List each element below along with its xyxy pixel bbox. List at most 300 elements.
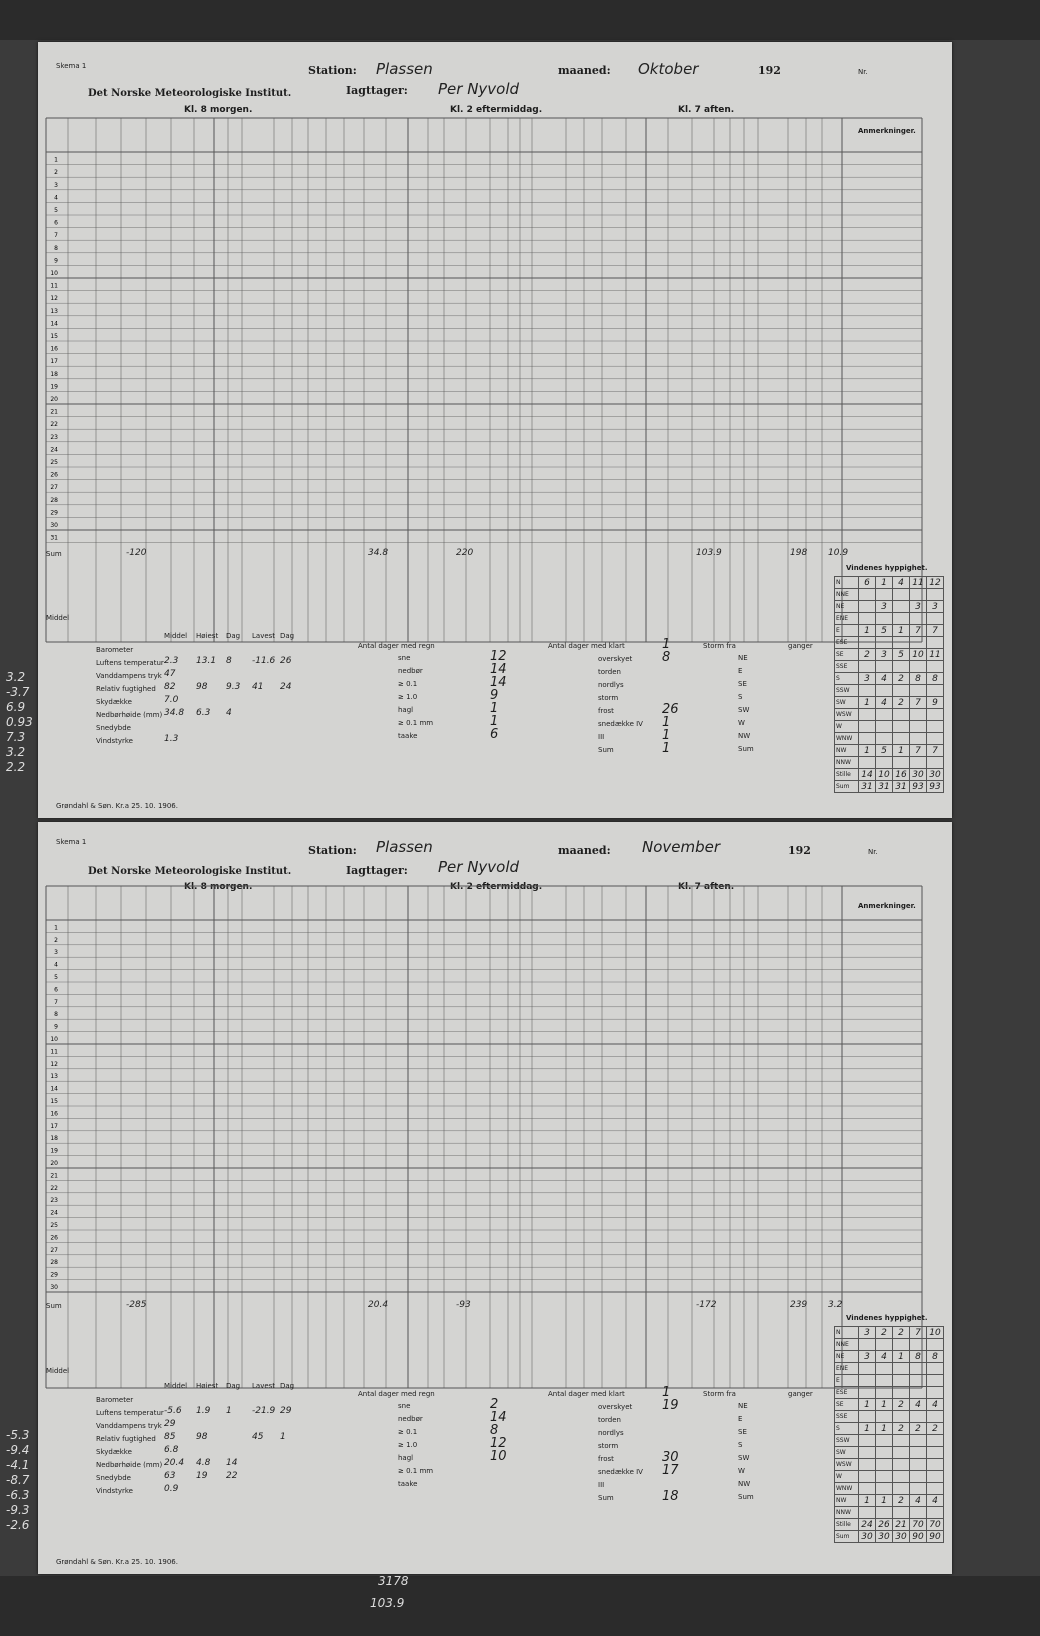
wind-count [927,1459,944,1471]
count-label: Sum [598,746,614,754]
count-label: ≥ 1.0 [398,1441,418,1449]
wind-count [859,733,876,745]
stats-header: Dag [280,1382,295,1390]
remarks-header: Anmerkninger. [858,902,916,910]
wind-direction: Sum [835,781,859,793]
storm-direction: NW [738,1480,751,1488]
stats-row-label: Relativ fugtighed [96,685,156,693]
wind-count: 5 [876,625,893,637]
storm-direction: SE [738,680,747,688]
wind-count: 2 [927,1423,944,1435]
stats-value: 1 [226,1406,232,1416]
wind-count [927,1435,944,1447]
wind-count: 90 [927,1531,944,1543]
wind-row [835,721,944,733]
count-label: storm [598,1442,619,1450]
wind-direction: SE [835,649,859,661]
wind-count [859,685,876,697]
stats-row-label: Vindstyrke [96,737,133,745]
day-number: 22 [50,421,58,429]
wind-row [835,613,944,625]
wind-count: 7 [927,625,944,637]
storm-direction: E [738,667,743,675]
wind-count [910,1363,927,1375]
wind-count [893,1339,910,1351]
count-label: frost [598,1455,614,1463]
count-label: snedække IV [598,1468,643,1476]
wind-count [927,721,944,733]
wind-row [835,1327,944,1339]
section-afternoon: Kl. 2 eftermiddag. [450,105,543,115]
wind-frequency-title: Vindenes hyppighet. [846,1314,928,1322]
wind-count [859,757,876,769]
wind-count: 70 [910,1519,927,1531]
count-value: 14 [490,662,507,677]
sum-row-label: Sum [46,550,62,558]
day-number: 23 [50,1197,58,1205]
wind-count [927,757,944,769]
wind-count [927,661,944,673]
day-number: 1 [54,924,58,932]
storm-direction: W [738,1467,745,1475]
stats-value: 7.0 [164,695,179,705]
day-number: 17 [50,358,58,366]
wind-count [927,685,944,697]
day-number: 16 [50,345,58,353]
wind-direction: E [835,625,859,637]
wind-count: 30 [927,769,944,781]
wind-count [859,1375,876,1387]
count-value: 9 [490,688,499,703]
wind-count: 5 [876,745,893,757]
stats-value: 26 [280,656,292,666]
wind-frequency-table [834,576,944,793]
wind-count [893,685,910,697]
wind-direction: N [835,1327,859,1339]
wind-row [835,1339,944,1351]
day-number: 9 [54,257,58,265]
stats-value: 4 [226,708,232,718]
wind-count: 11 [927,649,944,661]
count-value: 14 [490,675,507,690]
wind-direction: ENE [835,1363,859,1375]
margin-note: -6.3 [6,1488,30,1502]
stats-header: Dag [226,632,241,640]
wind-count: 1 [859,1495,876,1507]
wind-count: 3 [876,601,893,613]
wind-direction: SE [835,1399,859,1411]
margin-note: 3.2 [6,745,26,759]
count-label: taake [398,732,418,740]
wind-count: 2 [893,1327,910,1339]
station-value: Plassen [376,838,433,856]
stats-value: -21.9 [252,1406,276,1416]
wind-row [835,1423,944,1435]
stats-value: 22 [226,1471,238,1481]
wind-count: 6 [859,577,876,589]
wind-count [876,721,893,733]
wind-direction: NNE [835,1339,859,1351]
wind-count [859,1411,876,1423]
wind-count: 1 [859,1399,876,1411]
wind-count [910,757,927,769]
wind-count [927,589,944,601]
storm-direction: E [738,1415,743,1423]
wind-count [927,1387,944,1399]
wind-count [910,661,927,673]
wind-count [910,1447,927,1459]
days-rain-label: Antal dager med regn [358,1390,435,1398]
stats-row-label: Skydække [96,1448,132,1456]
day-number: 29 [50,509,58,517]
wind-count: 2 [893,1423,910,1435]
margin-note: 2.2 [6,760,26,774]
margin-note: -5.3 [6,1428,30,1442]
count-value: 1 [490,714,499,729]
day-number: 10 [50,1036,58,1043]
stats-row-label: Snedybde [96,1474,131,1482]
day-number: 29 [50,1271,58,1279]
wind-count [859,1447,876,1459]
count-label: Sum [598,1494,614,1502]
count-label: III [598,1481,605,1489]
wind-count: 7 [910,1327,927,1339]
wind-direction: Stille [835,1519,859,1531]
stats-header: Dag [226,1382,241,1390]
stats-value: 98 [196,682,208,692]
storm-direction: Sum [738,745,754,753]
wind-count [910,1507,927,1519]
wind-count [910,685,927,697]
wind-frequency-title: Vindenes hyppighet. [846,564,928,572]
wind-count: 2 [893,1399,910,1411]
wind-direction: NW [835,1495,859,1507]
precip-sum: 20.4 [368,1300,389,1310]
wind-row [835,661,944,673]
observer-label: Iagttager: [346,84,408,97]
day-number: 21 [50,408,58,416]
wind-count: 1 [893,745,910,757]
wind-direction: W [835,721,859,733]
film-strip-top [0,0,1040,40]
stats-value: 13.1 [196,656,217,666]
stats-value: 19 [196,1471,208,1481]
section-evening: Kl. 7 aften. [678,882,735,892]
stats-row-label: Vanddampens tryk [96,672,162,680]
day-number: 27 [50,1246,58,1254]
wind-direction: NNE [835,589,859,601]
station-label: Station: [308,64,357,77]
day-number: 5 [54,974,58,981]
wind-direction: WNW [835,1483,859,1495]
wind-row [835,1363,944,1375]
wind-count [910,1339,927,1351]
wind-count [893,1507,910,1519]
wind-count [859,1387,876,1399]
wind-count [927,1483,944,1495]
wind-count: 1 [893,625,910,637]
count-label: nordlys [598,681,624,689]
wind-count [927,1507,944,1519]
wind-row [835,697,944,709]
sheet-label: Skema 1 [56,62,87,70]
wind-count [859,1507,876,1519]
wind-count [893,709,910,721]
stats-header: Lavest [252,632,276,640]
storm-direction: SW [738,1454,750,1462]
count-value: 1 [662,728,671,743]
sum-row-label: Sum [46,1302,62,1310]
wind-direction: Sum [835,1531,859,1543]
wind-count: 1 [876,1399,893,1411]
wind-count: 10 [876,769,893,781]
wind-count [876,589,893,601]
wind-count [893,1363,910,1375]
stats-value: 9.3 [226,682,241,692]
afternoon-sum: 220 [456,548,474,558]
stats-value: 24 [280,682,292,692]
day-number: 6 [54,219,58,227]
form-sheet-november [38,822,952,1574]
evening-precip-sum: 10.9 [828,548,849,558]
count-value: 26 [662,702,679,717]
wind-count: 2 [893,673,910,685]
wind-count [910,1471,927,1483]
section-afternoon: Kl. 2 eftermiddag. [450,882,543,892]
institute-name: Det Norske Meteorologiske Institut. [88,88,292,99]
day-number: 20 [50,1160,58,1167]
wind-direction: N [835,577,859,589]
station-value: Plassen [376,60,433,78]
wind-direction: ESE [835,1387,859,1399]
wind-count: 10 [910,649,927,661]
wind-count: 3 [859,1327,876,1339]
wind-direction: E [835,1375,859,1387]
wind-count: 3 [859,673,876,685]
count-label: taake [398,1480,418,1488]
day-number: 15 [50,333,58,340]
day-number: 30 [50,522,58,529]
observer-label: Iagttager: [346,864,408,877]
wind-count [910,1387,927,1399]
count-label: hagl [398,706,414,714]
count-value: 30 [662,1450,679,1465]
storm-direction: Sum [738,1493,754,1501]
count-label: hagl [398,1454,414,1462]
wind-count [910,733,927,745]
wind-direction: SSW [835,685,859,697]
wind-count: 1 [876,1495,893,1507]
count-label: overskyet [598,655,633,663]
day-number: 9 [54,1023,58,1031]
wind-count [876,1339,893,1351]
wind-count: 16 [893,769,910,781]
wind-row [835,1411,944,1423]
days-clear-label: Antal dager med klart [548,1390,625,1398]
stats-header: Middel [164,632,188,640]
wind-count: 10 [927,1327,944,1339]
stats-value: 29 [280,1406,292,1416]
stats-row-label: Nedbørhøide (mm) [96,1461,163,1469]
day-number: 4 [54,194,58,202]
stats-header: Høiest [196,1382,219,1390]
stats-value: 34.8 [164,708,185,718]
mean-row-label: Middel [46,614,70,622]
stats-value: 29 [164,1419,176,1429]
wind-count [876,757,893,769]
wind-row [835,1495,944,1507]
day-number: 14 [50,1085,58,1093]
margin-note: -2.6 [6,1518,30,1532]
count-label: sne [398,654,411,662]
wind-direction: S [835,673,859,685]
wind-row [835,1351,944,1363]
precip-sum: 34.8 [368,548,389,558]
day-number: 15 [50,1098,58,1105]
storm-direction: SW [738,706,750,714]
stats-header: Dag [280,632,295,640]
wind-count [876,1471,893,1483]
wind-count [910,1483,927,1495]
observer-value: Per Nyvold [438,80,520,98]
number-label: Nr. [858,68,868,76]
day-number: 3 [54,949,58,957]
day-number: 1 [54,156,58,164]
wind-count: 9 [927,697,944,709]
wind-count [859,661,876,673]
wind-count: 30 [859,1531,876,1543]
stats-value: 85 [164,1432,176,1442]
wind-count [910,721,927,733]
wind-count [876,613,893,625]
stats-value: 4.8 [196,1458,211,1468]
wind-row [835,757,944,769]
month-label: maaned: [558,844,611,857]
wind-count: 3 [876,649,893,661]
wind-count: 4 [893,577,910,589]
wind-count: 8 [927,1351,944,1363]
observer-value: Per Nyvold [438,858,520,876]
wind-count [859,613,876,625]
wind-count [859,721,876,733]
wind-count: 26 [876,1519,893,1531]
wind-count: 4 [910,1495,927,1507]
wind-row [835,1519,944,1531]
stats-row-label: Luftens temperatur [96,1409,164,1417]
wind-count: 4 [910,1399,927,1411]
wind-row [835,1483,944,1495]
count-label: nedbør [398,667,423,675]
wind-direction: WSW [835,709,859,721]
day-number: 5 [54,207,58,214]
wind-row [835,685,944,697]
wind-count [876,1459,893,1471]
wind-direction: NW [835,745,859,757]
wind-row [835,601,944,613]
storm-direction: NE [738,654,748,662]
wind-count [876,709,893,721]
stats-row-label: Vindstyrke [96,1487,133,1495]
wind-count [876,661,893,673]
wind-direction: S [835,1423,859,1435]
day-number: 22 [50,1184,58,1192]
storm-direction: W [738,719,745,727]
wind-count [859,1435,876,1447]
wind-count: 21 [893,1519,910,1531]
day-number: 30 [50,1284,58,1291]
wind-row [835,769,944,781]
stats-value: 45 [252,1432,264,1442]
wind-row [835,709,944,721]
wind-count [927,1411,944,1423]
wind-direction: SSE [835,661,859,673]
count-value: 12 [490,649,507,664]
day-number: 12 [50,1060,58,1068]
afternoon-sum: -93 [456,1300,471,1310]
wind-count: 2 [893,697,910,709]
day-number: 2 [54,169,58,177]
margin-note: 0.93 [6,715,33,729]
count-label: snedække IV [598,720,643,728]
wind-count: 8 [927,673,944,685]
wind-direction: NNW [835,1507,859,1519]
wind-count: 93 [927,781,944,793]
wind-row [835,625,944,637]
day-number: 10 [50,270,58,277]
count-value: 1 [662,715,671,730]
count-value: 8 [662,650,671,665]
wind-direction: SW [835,697,859,709]
day-number: 12 [50,295,58,303]
margin-note: 7.3 [6,730,26,744]
evening-sum: 103.9 [696,548,722,558]
wind-count: 11 [910,577,927,589]
wind-direction: WNW [835,733,859,745]
wind-count [876,1483,893,1495]
wind-count: 7 [910,745,927,757]
wind-count: 2 [859,649,876,661]
wind-count: 30 [910,769,927,781]
margin-note: 6.9 [6,700,26,714]
wind-direction: WSW [835,1459,859,1471]
wind-count [893,1411,910,1423]
stats-value: 47 [164,669,176,679]
day-number: 13 [50,1073,58,1081]
day-number: 14 [50,320,58,328]
count-value: 19 [662,1398,679,1413]
wind-direction: SSE [835,1411,859,1423]
wind-count: 1 [876,1423,893,1435]
count-value: 1 [662,741,671,756]
stats-row-label: Barometer [96,1396,134,1404]
day-number: 28 [50,1259,58,1267]
wind-count [859,1339,876,1351]
storm-direction: S [738,693,743,701]
day-number: 24 [50,446,58,454]
storm-gange-label: ganger [788,642,813,650]
wind-count: 2 [893,1495,910,1507]
wind-direction: SSW [835,1435,859,1447]
wind-row [835,1531,944,1543]
wind-count: 4 [876,697,893,709]
stats-row-label: Luftens temperatur [96,659,164,667]
wind-count [893,601,910,613]
number-label: Nr. [868,848,878,856]
institute-name: Det Norske Meteorologiske Institut. [88,866,292,877]
wind-row [835,1507,944,1519]
wind-count: 3 [910,601,927,613]
wind-row [835,1471,944,1483]
